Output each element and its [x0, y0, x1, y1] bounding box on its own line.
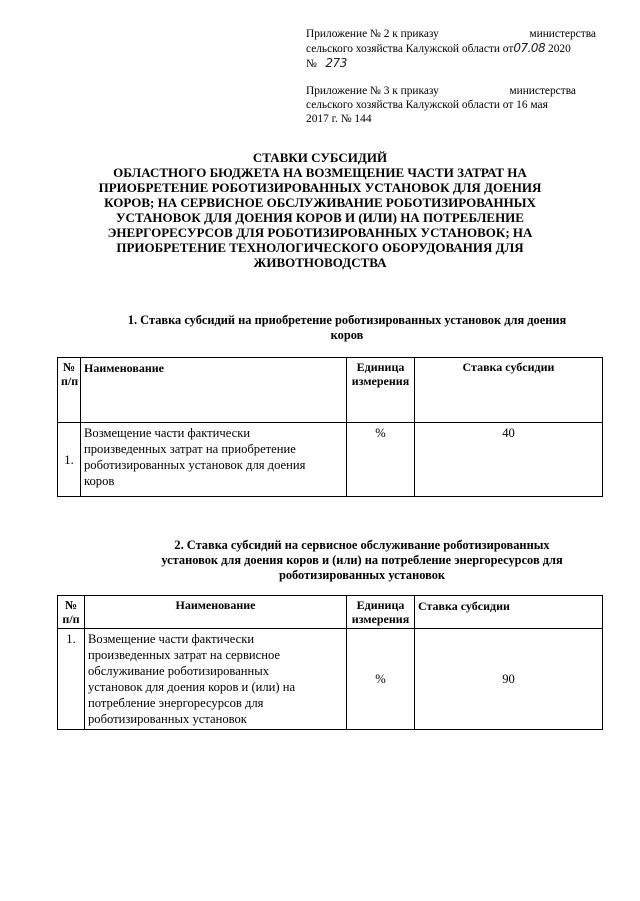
section-2-title [112, 538, 612, 583]
row-number: 1. [58, 629, 85, 730]
section-1-title [92, 313, 602, 343]
col-header-unit: Единица измерения [347, 358, 415, 423]
title-line: СТАВКИ СУБСИДИЙ [252, 150, 388, 165]
row-rate: 90 [415, 629, 603, 730]
title-line: ПРИОБРЕТЕНИЕ РОБОТИЗИРОВАННЫХ УСТАНОВОК ДЛЯ ДОЕНИЯ [98, 180, 542, 195]
section-2-table [57, 595, 603, 730]
appendix-year: 2020 [545, 43, 571, 55]
prev-appendix-line1-left: Приложение № 3 к приказу [306, 85, 439, 97]
prev-appendix-line2: сельского хозяйства Калужской области от 16 мая [306, 99, 548, 111]
document-title [60, 150, 580, 270]
title-line: УСТАНОВОК ДЛЯ ДОЕНИЯ КОРОВ И (ИЛИ) НА ПОТРЕБЛЕНИЕ [116, 210, 524, 225]
section-1-title-line: коров [330, 328, 364, 342]
appendix-header-current [306, 27, 596, 71]
col-header-rate: Ставка субсидии [415, 596, 603, 629]
table-row [58, 423, 603, 497]
col-header-name: Наименование [85, 596, 347, 629]
row-number: 1. [58, 423, 81, 497]
handwritten-date: 07.08 [513, 41, 546, 55]
title-line: ЭНЕРГОРЕСУРСОВ ДЛЯ РОБОТИЗИРОВАННЫХ УСТАНОВОК; НА [107, 225, 533, 240]
prev-appendix-line3: 2017 г. № 144 [306, 113, 372, 125]
appendix-line2-left: сельского хозяйства Калужской области от [306, 43, 514, 55]
table-header-row [58, 596, 603, 629]
table-header-row [58, 358, 603, 423]
appendix-line1-right: министерства [529, 28, 596, 40]
title-line: ПРИОБРЕТЕНИЕ ТЕХНОЛОГИЧЕСКОГО ОБОРУДОВАНИЯ ДЛЯ [116, 240, 524, 255]
section-1-table [57, 357, 603, 497]
col-header-number: № п/п [58, 596, 85, 629]
section-2-title-line: установок для доения коров и (или) на потребление энергоресурсов для [161, 553, 563, 567]
section-2-title-line: роботизированных установок [278, 568, 446, 582]
col-header-name: Наименование [81, 358, 347, 423]
row-rate: 40 [415, 423, 603, 497]
row-name: Возмещение части фактически произведенных затрат на сервисное обслуживание роботизированных установок для доения коров и (или) на потребление энергоресурсов для роботизированных установок [85, 629, 347, 730]
appendix-line1-left: Приложение № 2 к приказу [306, 28, 439, 40]
col-header-rate: Ставка субсидии [415, 358, 603, 423]
title-line: КОРОВ; НА СЕРВИСНОЕ ОБСЛУЖИВАНИЕ РОБОТИЗИРОВАННЫХ [104, 195, 536, 210]
handwritten-number: 273 [325, 56, 347, 70]
appendix-header-previous [306, 84, 576, 126]
col-header-number: № п/п [58, 358, 81, 423]
title-line: ОБЛАСТНОГО БЮДЖЕТА НА ВОЗМЕЩЕНИЕ ЧАСТИ ЗАТРАТ НА [113, 165, 527, 180]
row-unit: % [347, 423, 415, 497]
row-unit: % [347, 629, 415, 730]
prev-appendix-line1-right: министерства [509, 85, 576, 97]
table-row [58, 629, 603, 730]
section-1-title-line: 1. Ставка субсидий на приобретение роботизированных установок для доения [127, 313, 567, 327]
appendix-number-prefix: № [306, 58, 317, 70]
title-line: ЖИВОТНОВОДСТВА [253, 255, 387, 270]
row-name: Возмещение части фактически произведенных затрат на приобретение роботизированных установок для доения коров [81, 423, 347, 497]
section-2-title-line: 2. Ставка субсидий на сервисное обслуживание роботизированных [174, 538, 550, 552]
col-header-unit: Единица измерения [347, 596, 415, 629]
